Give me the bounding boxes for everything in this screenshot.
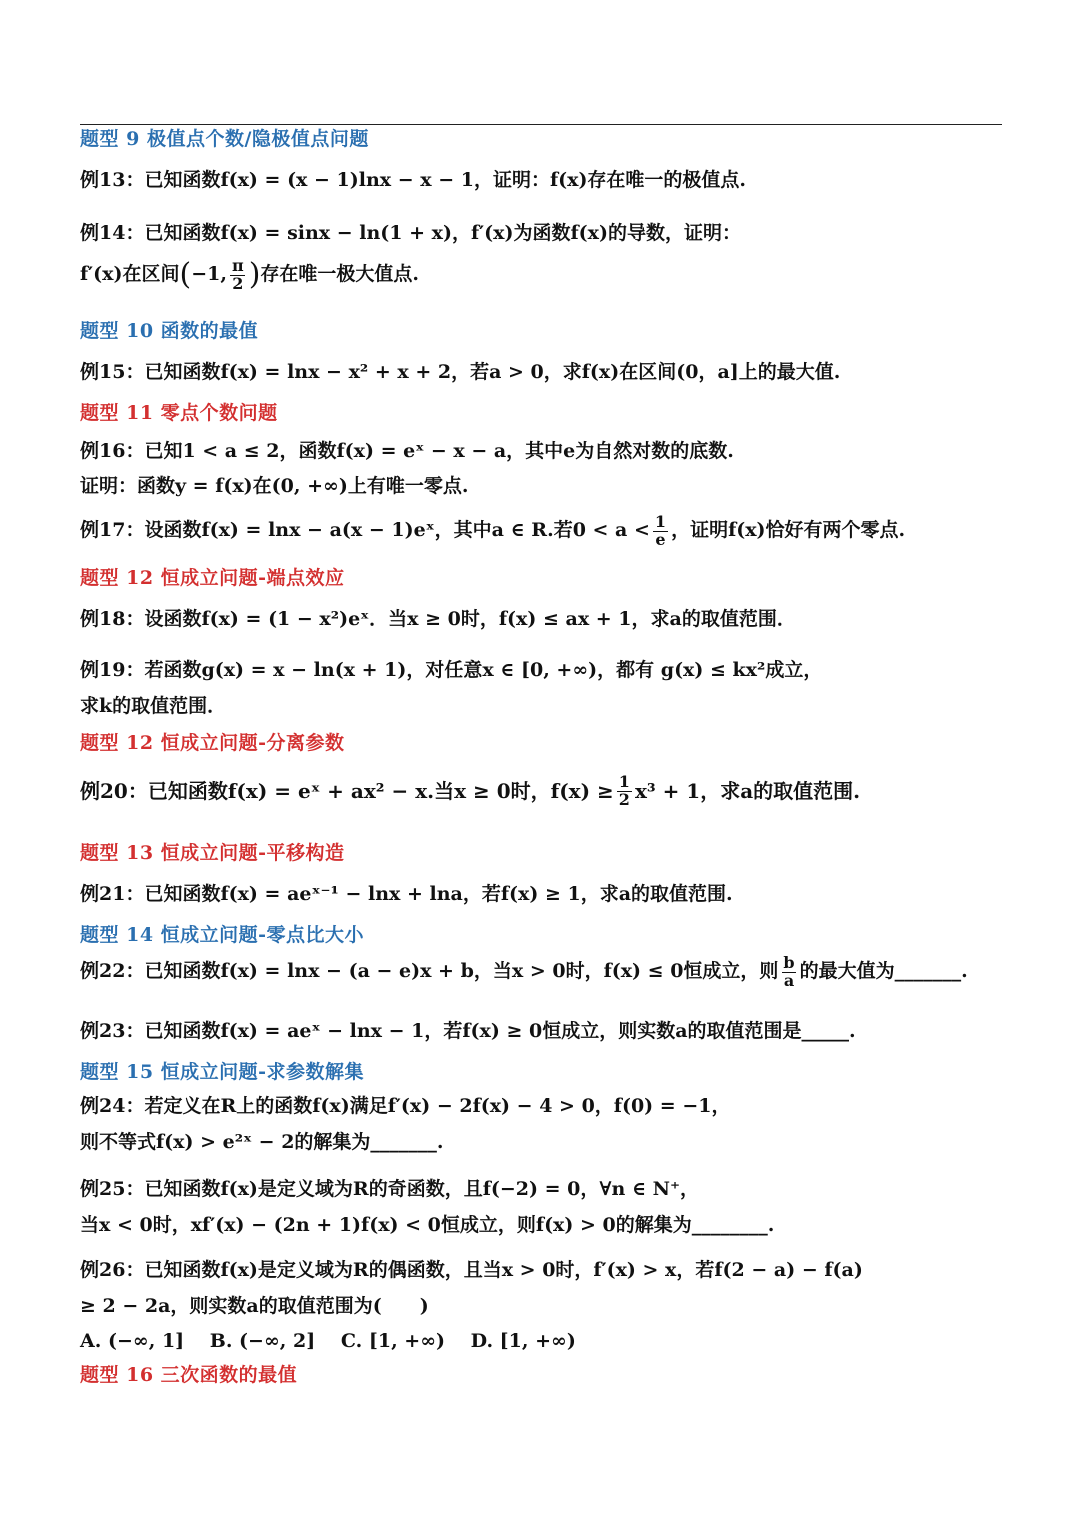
e22-post: 的最大值为_______. [799, 960, 968, 983]
fraction-b-over-a [781, 955, 796, 990]
fraction-numerator: 1 [618, 772, 630, 791]
example-26-options: A. (−∞, 1] B. (−∞, 2] C. [1, +∞) D. [1, +∞) [80, 1330, 576, 1352]
example-26-line2: ≥ 2 − 2a，则实数a的取值范围为( ) [80, 1295, 429, 1317]
section-heading-14: 题型 14 恒成立问题-零点比大小 [80, 924, 365, 946]
e17-pre: 例17：设函数f(x) = lnx − a(x − 1)eˣ，其中a ∈ R.若0 < a < [80, 519, 650, 542]
section-heading-11: 题型 11 零点个数问题 [80, 402, 278, 424]
section-heading-13: 题型 13 恒成立问题-平移构造 [80, 842, 345, 864]
example-25-line2: 当x < 0时，xf′(x) − (2n + 1)f(x) < 0恒成立，则f(x) > 0的解集为________. [80, 1214, 775, 1236]
example-19-line1: 例19：若函数g(x) = x − ln(x + 1)，对任意x ∈ [0, +∞)，都有 g(x) ≤ kx²成立， [80, 659, 823, 681]
example-22 [80, 955, 968, 990]
example-20 [80, 774, 860, 809]
example-25-line1: 例25：已知函数f(x)是定义域为R的奇函数，且f(−2) = 0，∀n ∈ N⁺， [80, 1178, 700, 1200]
fraction-numerator: b [783, 953, 795, 972]
e14-interval: −1, [191, 263, 227, 286]
right-paren: ) [248, 257, 261, 293]
e14-post: 存在唯一极大值点. [260, 263, 420, 286]
e20-pre: 例20：已知函数f(x) = eˣ + ax² − x.当x ≥ 0时，f(x) ≥ [80, 778, 614, 803]
example-16-line2: 证明：函数y = f(x)在(0, +∞)上有唯一零点. [80, 475, 469, 497]
example-15: 例15：已知函数f(x) = lnx − x² + x + 2，若a > 0，求f(x)在区间(0，a]上的最大值. [80, 361, 841, 383]
fraction-denominator: 2 [618, 789, 630, 809]
left-paren: ( [179, 257, 192, 293]
example-16-line1: 例16：已知1 < a ≤ 2，函数f(x) = eˣ − x − a，其中e为自然对数的底数. [80, 440, 734, 462]
example-13: 例13：已知函数f(x) = (x − 1)lnx − x − 1，证明：f(x)存在唯一的极值点. [80, 169, 747, 191]
example-21: 例21：已知函数f(x) = aeˣ⁻¹ − lnx + lna，若f(x) ≥ 1，求a的取值范围. [80, 883, 733, 905]
example-26-line1: 例26：已知函数f(x)是定义域为R的偶函数，且当x > 0时，f′(x) > x，若f(2 − a) − f(a) [80, 1259, 863, 1281]
section-heading-12a: 题型 12 恒成立问题-端点效应 [80, 567, 345, 589]
fraction-denominator: e [655, 529, 666, 549]
fraction-numerator: π [231, 256, 244, 275]
e14-pre: f′(x)在区间 [80, 263, 180, 286]
e22-pre: 例22：已知函数f(x) = lnx − (a − e)x + b，当x > 0时，f(x) ≤ 0恒成立，则 [80, 960, 779, 983]
example-18: 例18：设函数f(x) = (1 − x²)eˣ．当x ≥ 0时，f(x) ≤ ax + 1，求a的取值范围． [80, 608, 796, 630]
section-heading-15: 题型 15 恒成立问题-求参数解集 [80, 1061, 365, 1083]
fraction-pi-over-2 [230, 258, 246, 293]
section-heading-16: 题型 16 三次函数的最值 [80, 1364, 298, 1386]
section-heading-12b: 题型 12 恒成立问题-分离参数 [80, 732, 345, 754]
example-24-line2: 则不等式f(x) > e²ˣ − 2的解集为_______. [80, 1131, 444, 1153]
section-heading-9: 题型 9 极值点个数/隐极值点问题 [80, 128, 369, 150]
example-14-line1: 例14：已知函数f(x) = sinx − ln(1 + x)，f′(x)为函数f(x)的导数，证明： [80, 222, 741, 244]
fraction-1-over-2 [617, 774, 632, 809]
e20-post: x³ + 1，求a的取值范围. [634, 778, 861, 803]
fraction-denominator: 2 [232, 273, 244, 293]
example-24-line1: 例24：若定义在R上的函数f(x)满足f′(x) − 2f(x) − 4 > 0，f(0) = −1， [80, 1095, 731, 1117]
example-17 [80, 514, 905, 549]
example-19-line2: 求k的取值范围． [80, 695, 227, 717]
e17-post: ，证明f(x)恰好有两个零点. [671, 519, 906, 542]
example-23: 例23：已知函数f(x) = aeˣ − lnx − 1，若f(x) ≥ 0恒成立，则实数a的取值范围是_____. [80, 1020, 856, 1042]
fraction-numerator: 1 [654, 512, 667, 531]
section-heading-10: 题型 10 函数的最值 [80, 320, 259, 342]
fraction-1-over-e [653, 514, 668, 549]
example-14-line2 [80, 258, 419, 293]
fraction-denominator: a [783, 970, 795, 990]
top-divider [80, 124, 1002, 125]
